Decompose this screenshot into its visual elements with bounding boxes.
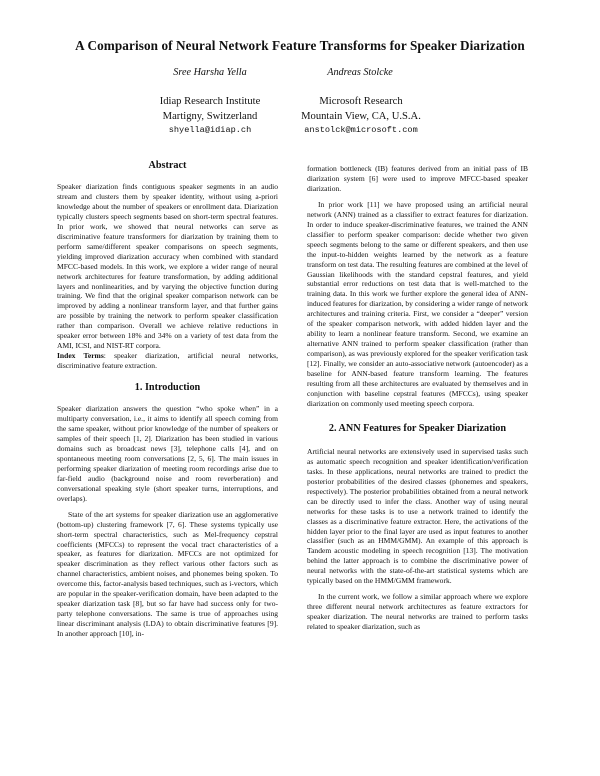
author-affiliation-1 <box>140 95 280 124</box>
section-2-heading: 2. ANN Features for Speaker Diarization <box>328 422 507 434</box>
author-name-2: Andreas Stolcke <box>327 67 393 78</box>
intro-paragraph-2: State of the art systems for speaker diarization use an agglomerative (bottom-up) clustering framework [7, 6]. These systems typically use short-term spectral characteristics, such as Mel-frequency cepstral coefficients (MFCCs) to represent the vocal tract characteristics of a speaker, as features for diarization. MFCCs are not optimized for speaker discrimination as they reflect various other factors such as channel characteristics, ambient noises, and phonemes being spoken. To overcome this, factor-analysis based techniques, such as i-vectors, which are popular in the speaker-verification domain, have been adapted to the speaker diarization task [8], but so far have had success only for two-party telephone conversations. The same is true of approaches using linear discriminant analysis (LDA) to obtain discriminative features [9]. In another approach [10], in- <box>57 509 278 639</box>
section-2-paragraph-1: Artificial neural networks are extensively used in supervised tasks such as automatic speech recognition and speaker identification/verification tasks. In these applications, neural networks are trained to predict the posterior probabilities of the desired classes (phonemes and speakers, respectively). The posterior probabilities obtained from a neural network can be directly used to infer the class. Another way of using neural networks for these tasks is to use a network trained to identify the classes as a discriminative feature extractor. Here, the activations of the hidden layer prior to the final layer are used as input features to another classifier (such as an HMM/GMM). An example of this approach is Tandem acoustic modeling in speech recognition [13]. The motivation behind the latter approach is to combine the discriminative power of neural networks with the state-of-the-art statistical systems which are typically based on the HMM/GMM framework. <box>307 446 528 586</box>
right-column <box>307 164 528 632</box>
index-terms <box>57 351 278 371</box>
abstract-heading: Abstract <box>148 160 187 171</box>
intro-paragraph-continued: formation bottleneck (IB) features derived from an initial pass of IB diarization system [6] were used to improve MFCC-based speaker diarization. <box>307 164 528 193</box>
affiliation-2-line-1: Microsoft Research <box>319 96 403 107</box>
index-terms-text: : speaker diarization, artificial neural networks, discriminative feature extraction. <box>57 351 279 371</box>
author-email-1: shyella@idiap.ch <box>168 125 252 135</box>
affiliation-1-line-2: Martigny, Switzerland <box>162 110 258 122</box>
section-1-heading: 1. Introduction <box>134 382 201 394</box>
section-2-paragraph-2: In the current work, we follow a similar approach where we explore three different neural network architectures as feature extractors for speaker diarization. The neural networks are trained to perform tasks related to speaker diarization, such as <box>307 592 528 632</box>
intro-paragraph-3: In prior work [11] we have proposed using an artificial neural network (ANN) trained as a classifier to extract features for diarization. In order to induce speaker-discriminative features, we trained the ANN classifier to perform speaker comparison: decide whether two given speech segments belong to the same or different speakers, and then use the input-to-hidden weights learned by the network as a feature transform on test data. The resulting features are combined at the level of Gaussian likelihoods with the standard cepstral features, and yield substantial error reductions on test data that is well-matched to the training data. In this work we further explore the general idea of ANN-induced features for diarization, by considering a wider range of network architectures and training criteria. First, we consider a “deeper” version of the speaker comparison network, with added hidden layer and the ability to learn a nonlinear feature transform. Second, we examine an alternative ANN trained to perform speaker classification (rather than comparison), as was previously explored for the speaker verification task [12]. Finally, we consider an auto-associative network (autoencoder) as a baseline for ANN-based feature transform learning. The features resulting from all these architectures are evaluated by themselves and in conjunction with baseline cepstral features (MFCCs), using speaker diarization on commonly used meeting speech corpora. <box>307 199 528 408</box>
index-terms-label: Index Terms <box>57 351 104 361</box>
author-email-2: anstolck@microsoft.com <box>304 125 418 135</box>
affiliation-1-line-1: Idiap Research Institute <box>159 96 261 107</box>
paper-title: A Comparison of Neural Network Feature Transforms for Speaker Diarization <box>75 38 525 53</box>
author-affiliation-2 <box>288 95 434 124</box>
left-column <box>57 160 278 639</box>
abstract-text: Speaker diarization finds contiguous speaker segments in an audio stream and clusters them by speaker identity, without using a-priori knowledge about the number of speakers or enrollment data. Diarization typically clusters speech segments based on short-term spectral features. In prior work, we showed that neural networks can serve as discriminative feature transformers for diarization by training them to perform same/different speaker comparisons on speech segments, yielding improved diarization accuracy when combined with standard MFCC-based models. In this work, we explore a wider range of neural network architectures for feature transformation, by adding additional layers and nonlinearities, and by varying the objective function during training. We find that the original speaker comparison network can be improved by adding a nonlinear transform layer, and that further gains are possible by training the network to perform speaker classification rather than comparison. Overall we achieve relative reductions in speaker error between 18% and 34% on a variety of test data from the AMI, ICSI, and NIST-RT corpora. <box>57 182 278 351</box>
author-name-1: Sree Harsha Yella <box>173 67 247 78</box>
affiliation-2-line-2: Mountain View, CA, U.S.A. <box>301 110 421 122</box>
intro-paragraph-1: Speaker diarization answers the question “who spoke when” in a multiparty conversation, i.e., it aims to identify all speech coming from the same speaker, without prior knowledge of the number of speakers or samples of their speech [1, 2]. Diarization has been studied in various domains such as broadcast news [3], telephone calls [4], and on spontaneous meeting room conversations [2, 5, 6]. The main issues in performing speaker diarization of meeting room recordings arise due to far-field audio (background noise and room reverberation) and conversational speaking style (short speaker turns, interruptions, and overlaps). <box>57 404 278 503</box>
